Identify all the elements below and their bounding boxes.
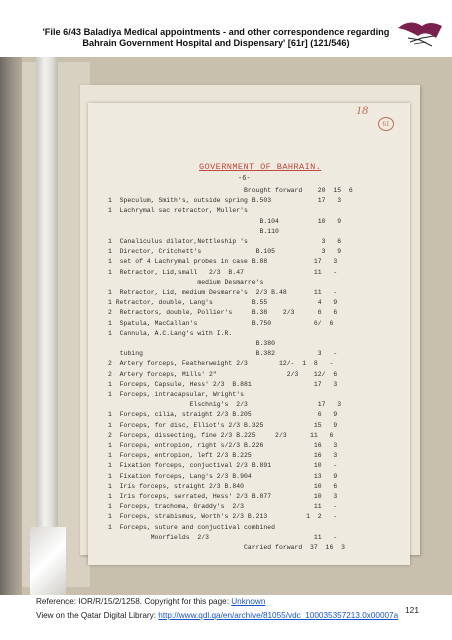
typed-line: 1 Forceps, trachoma, Graddy's 2/3 11 - (108, 503, 338, 511)
reference-label: Reference: IOR/R/15/2/1258. Copyright for this page: (36, 597, 232, 606)
typed-line: 1 Retractor, double, Lang's B.55 4 9 (108, 299, 338, 307)
copyright-link[interactable]: Unknown (231, 597, 266, 606)
typed-line: 1 Spatula, MacCallan's B.750 6/ 6 (108, 319, 334, 327)
typed-line: 1 Canaliculus dilator,Nettleship 's 3 6 (108, 238, 342, 245)
typed-line: 1 Forceps, entropion, right s/2/3 B.226 16 3 (108, 442, 338, 449)
typed-line: 1 set of 4 Lachrymal probes in case B.88 17 3 (108, 258, 338, 266)
typed-line: 1 Forceps, cilia, straight 2/3 B.205 6 9 (108, 411, 338, 419)
typed-line: 1 Fixation forceps, Lang's 2/3 B.904 13 9 (108, 472, 338, 480)
typed-line: Carried forward 37 16 3 (108, 544, 345, 551)
typed-line: 1 Forceps, entropion, left 2/3 B.225 16 3 (108, 452, 338, 460)
typed-line: 2 Retractors, double, Pollier's B.38 2/3 6 6 (108, 309, 338, 317)
typed-line: B.380 (108, 340, 276, 347)
document-header (40, 27, 392, 49)
typed-line: 2 Artery forceps, Featherweight 2/3 12/- 1 8 - (108, 360, 334, 368)
typed-line: 1 Fixation forceps, conjuctival 2/3 B.891 10 - (108, 462, 338, 470)
typed-line: medium Desmarre's (108, 278, 264, 286)
typed-line: Moorfields 2/3 11 - (108, 533, 338, 541)
scan-left-shadow (0, 57, 22, 595)
typed-line: tubing B.382 3 - (108, 350, 338, 358)
reference-line (36, 597, 265, 606)
typed-line: 1 Forceps, suture and conjuctival combined (108, 523, 276, 531)
document-title: GOVERNMENT OF BAHRAIN. (199, 162, 322, 172)
typed-line: Elschnig's 2/3 17 3 (108, 401, 342, 409)
typed-line: 1 Forceps, intracapsular, Wright's (108, 391, 244, 398)
folio-number: 18 (356, 103, 368, 117)
typed-line: 1 Retractor, Lid,small 2/3 B.47 11 - (108, 268, 338, 276)
typed-line: Brought forward 20 15 6 (108, 187, 353, 194)
typed-line: 1 Speculum, Smith's, outside spring B.503 17 3 (108, 197, 342, 205)
typed-line: 1 Cannula, A.C.Lang's with I.R. (108, 329, 233, 337)
library-line (36, 611, 398, 620)
library-label: View on the Qatar Digital Library: (36, 611, 159, 620)
typed-line: 1 Lachrymal sac retractor, Muller's (108, 207, 248, 215)
qatar-digital-library-logo[interactable] (396, 16, 444, 54)
file-tie-end (30, 527, 66, 595)
typed-line: 2 Artery forceps, Mills' 2" 2/3 12/ 6 (108, 370, 338, 378)
typed-line: 1 Retractor, Lid, medium Desmarre's 2/3 B.48 11 - (108, 289, 338, 296)
typed-line: 1 Iris forceps, straight 2/3 B.840 10 6 (108, 482, 338, 490)
typed-line: 1 Iris forceps, serrated, Hess' 2/3 B.877 10 3 (108, 493, 338, 500)
document-page (88, 103, 410, 565)
header-line-2: Bahrain Government Hospital and Dispensary' [61r] (121/546) (82, 38, 350, 48)
typed-line: B.104 10 9 (108, 217, 342, 225)
folio-circle-number: 61 (378, 117, 394, 131)
page-number: 121 (405, 605, 419, 615)
document-page-number: -6- (238, 175, 251, 183)
header-line-1: 'File 6/43 Baladiya Medical appointments - and other correspondence regarding (42, 27, 390, 37)
scanned-image (0, 57, 452, 595)
typed-line: B.110 (108, 227, 279, 235)
typed-line: 1 Forceps, strabismus, Worth's 2/3 B.213 1 2 - (108, 513, 338, 521)
typed-line: 2 Forceps, dissecting, fine 2/3 B.225 2/3 11 6 (108, 431, 334, 439)
typed-line: 1 Director, Critchett's B.105 3 9 (108, 248, 342, 256)
library-link[interactable]: http://www.qdl.qa/en/archive/81055/vdc_100035357213.0x00007a (158, 611, 399, 620)
file-tie-ribbon (36, 57, 58, 595)
typed-line: 1 Forceps, for disc, Elliot's 2/3 B.325 15 9 (108, 421, 338, 429)
typed-line: 1 Forceps, Capsule, Hess' 2/3 B.881 17 3 (108, 380, 338, 388)
